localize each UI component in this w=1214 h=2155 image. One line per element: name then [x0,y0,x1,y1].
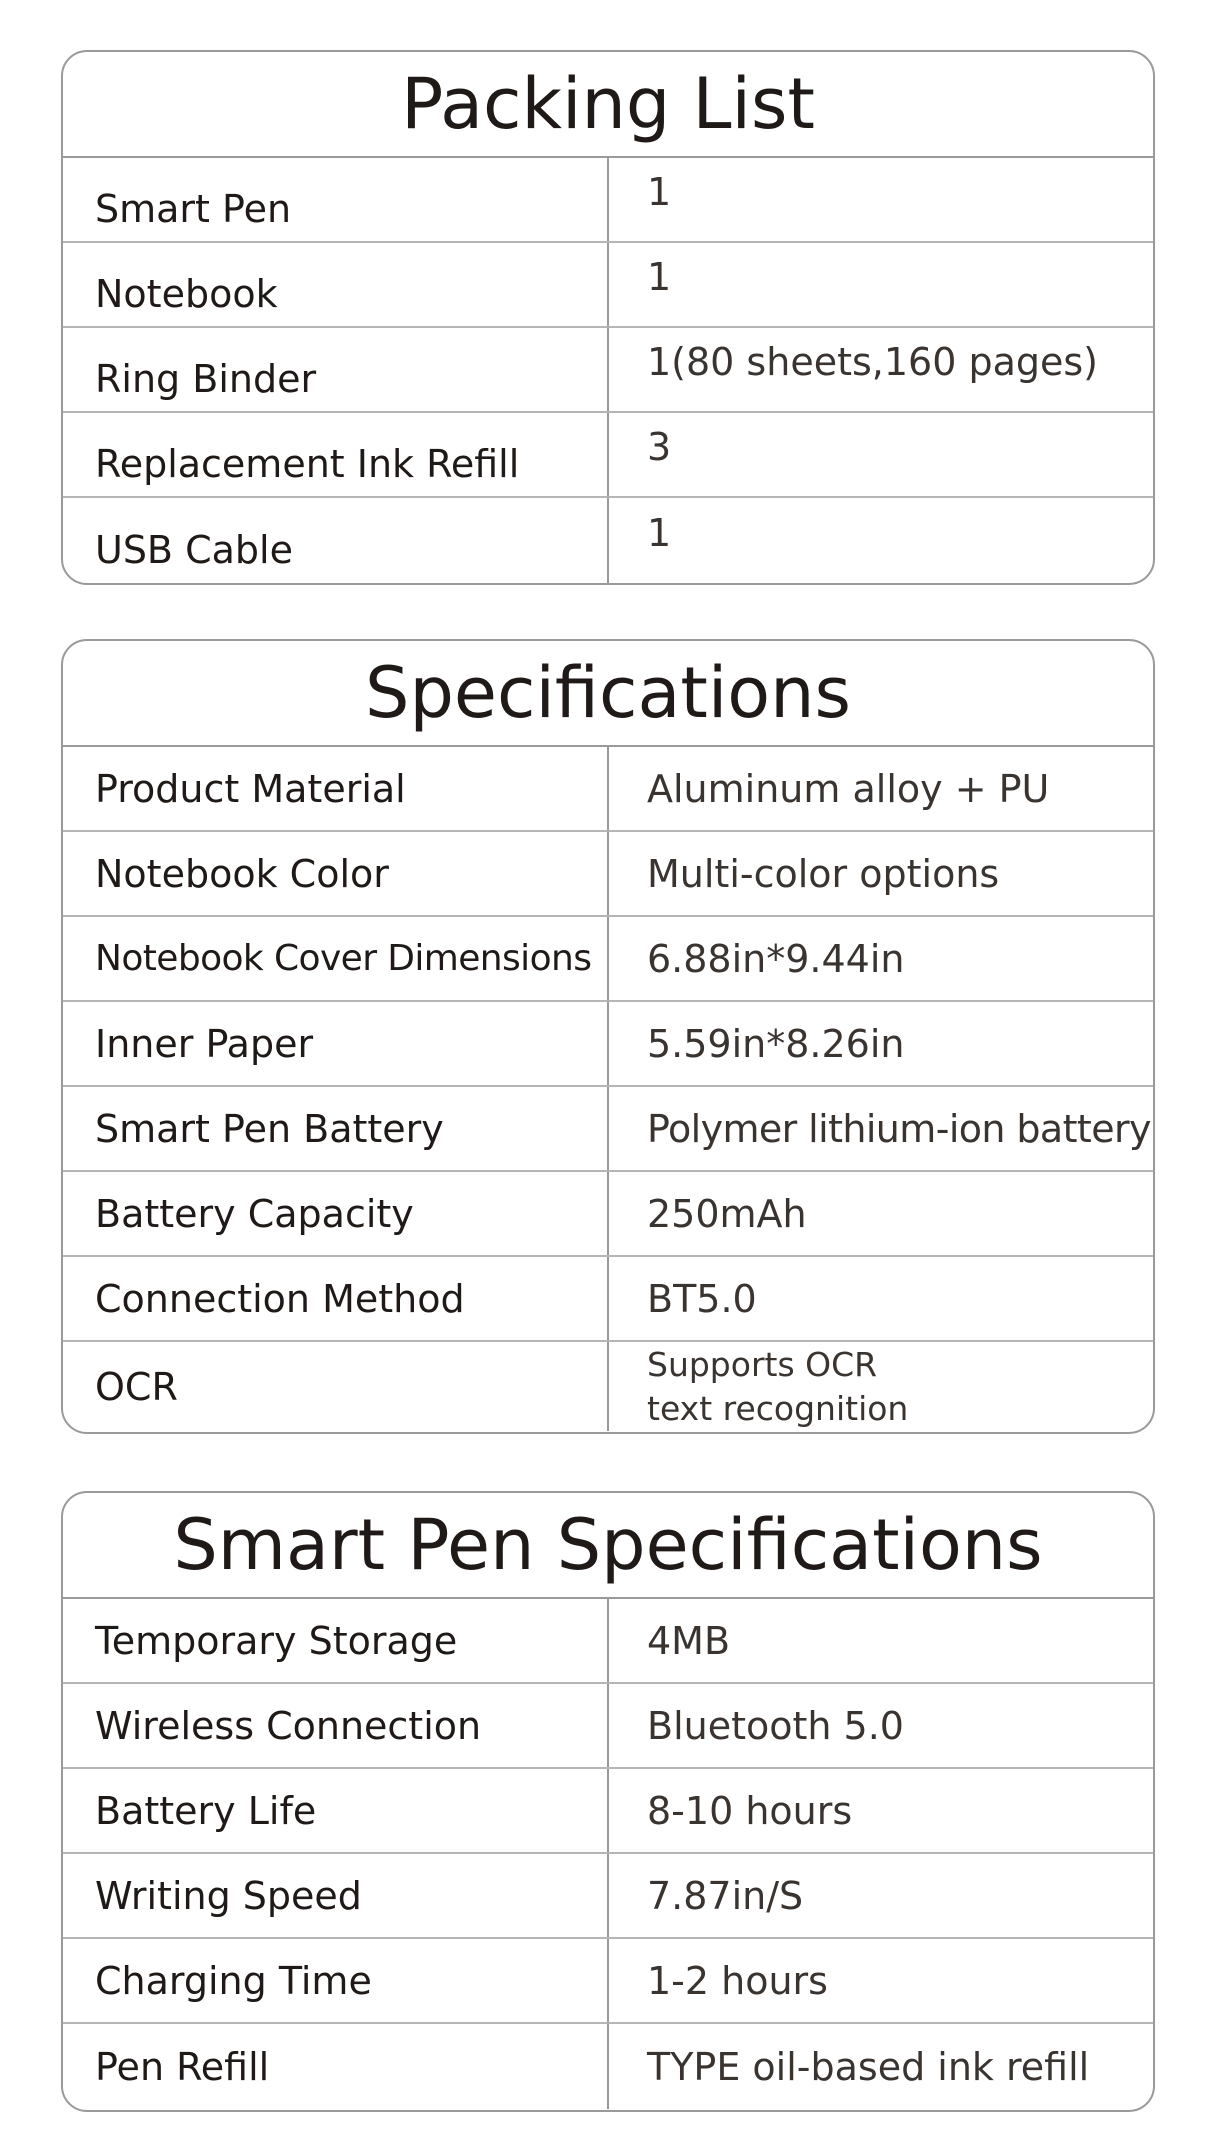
row-value: TYPE oil-based ink refill [647,2044,1090,2089]
row-label: Smart Pen Battery [63,1087,609,1170]
row-value: 250mAh [647,1191,807,1236]
table-row [63,1087,1153,1172]
table-row [63,747,1153,832]
row-value: Bluetooth 5.0 [647,1703,904,1748]
row-label: Ring Binder [63,328,609,411]
row-label: Inner Paper [63,1002,609,1085]
table-row [63,917,1153,1002]
table-row [63,328,1153,413]
smart-pen-specifications-table [61,1491,1155,2112]
table-row [63,498,1153,583]
row-label: Connection Method [63,1257,609,1340]
packing-list-table [61,50,1155,585]
table-row [63,2024,1153,2109]
row-value: 6.88in*9.44in [647,936,905,981]
row-label: Wireless Connection [63,1684,609,1767]
row-label: USB Cable [63,498,609,583]
specifications-title: Specifications [63,641,1153,747]
table-row [63,1002,1153,1087]
table-row [63,413,1153,498]
packing-list-title: Packing List [63,52,1153,158]
row-value: 3 [647,424,672,469]
row-label: Notebook Color [63,832,609,915]
table-row [63,243,1153,328]
row-value: 1-2 hours [647,1958,828,2003]
table-row [63,1769,1153,1854]
row-value: Aluminum alloy + PU [647,766,1050,811]
table-row [63,1854,1153,1939]
table-row [63,1172,1153,1257]
specifications-table [61,639,1155,1434]
row-value: BT5.0 [647,1276,757,1321]
row-value: 4MB [647,1618,731,1663]
row-value: 1(80 sheets,160 pages) [647,339,1098,384]
table-row [63,158,1153,243]
row-value: 7.87in/S [647,1873,804,1918]
row-value: Multi-color options [647,851,1000,896]
row-label: Battery Capacity [63,1172,609,1255]
row-label: Notebook [63,243,609,326]
row-value: 8-10 hours [647,1788,853,1833]
row-label: Battery Life [63,1769,609,1852]
row-label: OCR [63,1342,609,1431]
table-row [63,1684,1153,1769]
row-value: Supports OCR text recognition [647,1344,909,1428]
row-label: Temporary Storage [63,1599,609,1682]
row-value: 5.59in*8.26in [647,1021,905,1066]
row-label: Notebook Cover Dimensions [63,917,609,1000]
row-value: 1 [647,510,672,555]
row-label: Smart Pen [63,158,609,241]
row-label: Product Material [63,747,609,830]
table-row [63,1342,1153,1431]
row-label: Pen Refill [63,2024,609,2109]
table-row [63,1599,1153,1684]
row-value: Polymer lithium-ion battery [647,1106,1151,1151]
row-label: Charging Time [63,1939,609,2022]
table-row [63,1939,1153,2024]
row-value: 1 [647,254,672,299]
row-label: Replacement Ink Refill [63,413,609,496]
row-label: Writing Speed [63,1854,609,1937]
table-row [63,1257,1153,1342]
row-value: 1 [647,169,672,214]
table-row [63,832,1153,917]
smart-pen-specifications-title: Smart Pen Specifications [63,1493,1153,1599]
